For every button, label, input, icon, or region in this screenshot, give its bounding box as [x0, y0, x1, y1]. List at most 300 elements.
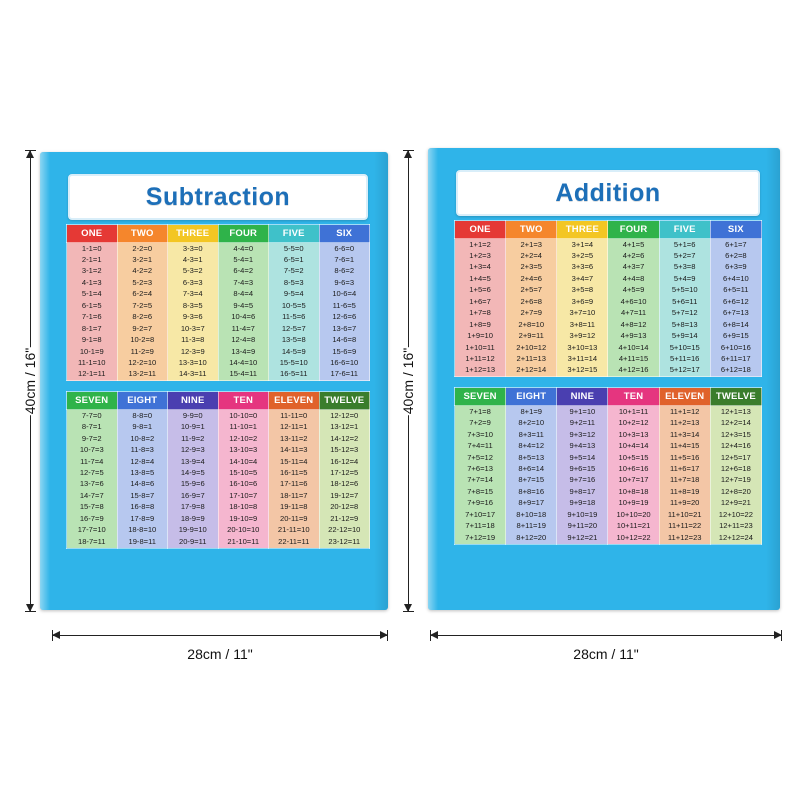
equation-cell: 2+1=3	[506, 239, 557, 251]
table-row	[455, 486, 762, 497]
equation-cell: 13-5=8	[269, 335, 320, 346]
dimension-arrow-right	[774, 631, 782, 639]
equation-cell: 4+9=13	[608, 331, 659, 342]
equation-cell: 9+10=19	[557, 509, 608, 520]
equation-cell: 11+3=14	[659, 429, 710, 440]
equation-cell: 14-5=9	[269, 346, 320, 357]
equation-cell: 12-10=2	[218, 433, 269, 444]
table-row	[67, 254, 370, 265]
equation-cell: 12+11=23	[710, 521, 761, 532]
equation-cell: 10+5=15	[608, 452, 659, 463]
equation-cell: 13-10=3	[218, 445, 269, 456]
equation-cell: 12+8=20	[710, 486, 761, 497]
equation-cell: 9-8=1	[117, 422, 168, 433]
equation-cell: 1+6=7	[455, 296, 506, 307]
equation-cell: 12-1=11	[67, 369, 118, 381]
equation-cell: 3+1=4	[557, 239, 608, 251]
equation-cell: 4-2=2	[117, 266, 168, 277]
column-header: FOUR	[218, 225, 269, 243]
table-row	[455, 262, 762, 273]
equation-cell: 11-7=4	[67, 456, 118, 467]
equation-cell: 18-12=6	[319, 479, 370, 490]
equation-cell: 10+1=11	[608, 406, 659, 418]
equation-cell: 5-5=0	[269, 243, 320, 255]
width-dimension-right	[430, 628, 782, 662]
equation-cell: 21-10=11	[218, 536, 269, 548]
equation-cell: 17-8=9	[117, 513, 168, 524]
equation-cell: 16-6=10	[319, 357, 370, 368]
column-header: TWELVE	[319, 392, 370, 410]
equation-cell: 1+4=5	[455, 273, 506, 284]
equation-cell: 5+11=16	[659, 353, 710, 364]
equation-cell: 19-8=11	[117, 536, 168, 548]
equation-cell: 14-9=5	[168, 467, 219, 478]
equation-cell: 5+4=9	[659, 273, 710, 284]
math-table	[454, 387, 762, 544]
equation-cell: 3+7=10	[557, 308, 608, 319]
equation-cell: 16-12=4	[319, 456, 370, 467]
equation-cell: 8+6=14	[506, 463, 557, 474]
equation-cell: 4-1=3	[67, 277, 118, 288]
poster-addition	[428, 148, 780, 610]
table-row	[67, 335, 370, 346]
dimension-arrow-down	[404, 604, 412, 612]
equation-cell: 7+9=16	[455, 498, 506, 509]
equation-cell: 5-2=3	[117, 277, 168, 288]
table-row	[455, 452, 762, 463]
equation-cell: 7+6=13	[455, 463, 506, 474]
equation-cell: 19-10=9	[218, 513, 269, 524]
equation-cell: 7+8=15	[455, 486, 506, 497]
equation-cell: 9+8=17	[557, 486, 608, 497]
equation-cell: 8+3=11	[506, 429, 557, 440]
equation-cell: 14-8=6	[117, 479, 168, 490]
equation-cell: 9-6=3	[319, 277, 370, 288]
page-title: Addition	[555, 178, 661, 207]
equation-cell: 4+7=11	[608, 308, 659, 319]
table-row	[67, 433, 370, 444]
equation-cell: 10+3=13	[608, 429, 659, 440]
width-dimension-label: 28cm / 11"	[187, 646, 253, 662]
column-header: NINE	[168, 392, 219, 410]
equation-cell: 2-1=1	[67, 254, 118, 265]
column-header: SEVEN	[67, 392, 118, 410]
equation-cell: 12+10=22	[710, 509, 761, 520]
equation-cell: 9-4=5	[218, 300, 269, 311]
table-row	[67, 445, 370, 456]
equation-cell: 4+4=8	[608, 273, 659, 284]
table-row	[67, 456, 370, 467]
equation-cell: 3+8=11	[557, 319, 608, 330]
equation-cell: 14-11=3	[269, 445, 320, 456]
equation-cell: 10+10=20	[608, 509, 659, 520]
equation-cell: 11+4=15	[659, 441, 710, 452]
equation-cell: 11-3=8	[168, 335, 219, 346]
equation-cell: 21-11=10	[269, 525, 320, 536]
equation-cell: 6+4=10	[710, 273, 761, 284]
equation-cell: 10-3=7	[168, 323, 219, 334]
equation-cell: 3+3=6	[557, 262, 608, 273]
equation-cell: 11-6=5	[319, 300, 370, 311]
equation-cell: 20-10=10	[218, 525, 269, 536]
table-row	[67, 346, 370, 357]
column-header: SIX	[319, 225, 370, 243]
table-row	[455, 296, 762, 307]
equation-cell: 3+10=13	[557, 342, 608, 353]
table-row	[455, 285, 762, 296]
table-row	[455, 342, 762, 353]
table-row	[67, 300, 370, 311]
table-row	[455, 418, 762, 429]
equation-cell: 10+9=19	[608, 498, 659, 509]
equation-cell: 10+2=12	[608, 418, 659, 429]
equation-cell: 4+6=10	[608, 296, 659, 307]
equation-cell: 16-9=7	[168, 490, 219, 501]
equation-cell: 2+3=5	[506, 262, 557, 273]
poster-title-plate	[456, 170, 760, 216]
equation-cell: 6+1=7	[710, 239, 761, 251]
equation-cell: 15-11=4	[269, 456, 320, 467]
equation-cell: 2-2=0	[117, 243, 168, 255]
table-row	[455, 239, 762, 251]
equation-cell: 11-10=1	[218, 422, 269, 433]
equation-cell: 8+11=19	[506, 521, 557, 532]
equation-cell: 11-9=2	[168, 433, 219, 444]
equation-cell: 14-7=7	[67, 490, 118, 501]
equation-cell: 7+4=11	[455, 441, 506, 452]
table-row	[67, 513, 370, 524]
equation-cell: 11+2=13	[659, 418, 710, 429]
equation-cell: 10-10=0	[218, 410, 269, 422]
equation-cell: 2+4=6	[506, 273, 557, 284]
equation-cell: 11+10=21	[659, 509, 710, 520]
equation-cell: 6-6=0	[319, 243, 370, 255]
equation-cell: 15-4=11	[218, 369, 269, 381]
equation-cell: 17-7=10	[67, 525, 118, 536]
equation-cell: 17-10=7	[218, 490, 269, 501]
equation-cell: 7-1=6	[67, 312, 118, 323]
math-table-block	[66, 224, 370, 381]
equation-cell: 2+9=11	[506, 331, 557, 342]
equation-cell: 13-4=9	[218, 346, 269, 357]
equation-cell: 11+11=22	[659, 521, 710, 532]
equation-cell: 9-9=0	[168, 410, 219, 422]
equation-cell: 17-11=6	[269, 479, 320, 490]
tables-area	[454, 220, 762, 545]
equation-cell: 7+3=10	[455, 429, 506, 440]
equation-cell: 6+3=9	[710, 262, 761, 273]
equation-cell: 6+10=16	[710, 342, 761, 353]
equation-cell: 11-2=9	[117, 346, 168, 357]
equation-cell: 1+9=10	[455, 331, 506, 342]
column-header: TEN	[218, 392, 269, 410]
column-header: ELEVEN	[659, 388, 710, 406]
table-row	[67, 266, 370, 277]
equation-cell: 13-7=6	[67, 479, 118, 490]
equation-cell: 3+11=14	[557, 353, 608, 364]
tables-area	[66, 224, 370, 549]
equation-cell: 5+5=10	[659, 285, 710, 296]
table-row	[67, 357, 370, 368]
equation-cell: 9-5=4	[269, 289, 320, 300]
equation-cell: 12-6=6	[319, 312, 370, 323]
equation-cell: 9+9=18	[557, 498, 608, 509]
equation-cell: 5-1=4	[67, 289, 118, 300]
equation-cell: 7-2=5	[117, 300, 168, 311]
equation-cell: 1+12=13	[455, 365, 506, 377]
equation-cell: 10+8=18	[608, 486, 659, 497]
table-row	[67, 422, 370, 433]
equation-cell: 5+9=14	[659, 331, 710, 342]
column-header: FIVE	[659, 221, 710, 239]
equation-cell: 9+5=14	[557, 452, 608, 463]
equation-cell: 7-6=1	[319, 254, 370, 265]
equation-cell: 9+4=13	[557, 441, 608, 452]
equation-cell: 12+1=13	[710, 406, 761, 418]
column-header: TWELVE	[710, 388, 761, 406]
math-table	[66, 391, 370, 548]
equation-cell: 8+5=13	[506, 452, 557, 463]
equation-cell: 3-3=0	[168, 243, 219, 255]
equation-cell: 5+8=13	[659, 319, 710, 330]
equation-cell: 5+2=7	[659, 250, 710, 261]
column-header: TEN	[608, 388, 659, 406]
column-header: FIVE	[269, 225, 320, 243]
equation-cell: 14-6=8	[319, 335, 370, 346]
equation-cell: 15-6=9	[319, 346, 370, 357]
equation-cell: 9+12=21	[557, 532, 608, 544]
equation-cell: 9+3=12	[557, 429, 608, 440]
table-row	[67, 277, 370, 288]
table-row	[67, 490, 370, 501]
table-row	[67, 323, 370, 334]
equation-cell: 18-10=8	[218, 502, 269, 513]
equation-cell: 5+12=17	[659, 365, 710, 377]
math-table-block	[454, 387, 762, 544]
column-header: EIGHT	[117, 392, 168, 410]
dimension-line	[430, 635, 782, 636]
equation-cell: 6+7=13	[710, 308, 761, 319]
equation-cell: 7-5=2	[269, 266, 320, 277]
height-dimension-left	[18, 150, 42, 612]
table-row	[67, 536, 370, 548]
equation-cell: 10-1=9	[67, 346, 118, 357]
equation-cell: 12-9=3	[168, 445, 219, 456]
equation-cell: 23-12=11	[319, 536, 370, 548]
equation-cell: 13-9=4	[168, 456, 219, 467]
equation-cell: 14-10=4	[218, 456, 269, 467]
equation-cell: 9-1=8	[67, 335, 118, 346]
equation-cell: 6+8=14	[710, 319, 761, 330]
equation-cell: 11-8=3	[117, 445, 168, 456]
equation-cell: 12-8=4	[117, 456, 168, 467]
equation-cell: 15-7=8	[67, 502, 118, 513]
equation-cell: 14-4=10	[218, 357, 269, 368]
equation-cell: 2+12=14	[506, 365, 557, 377]
equation-cell: 10-9=1	[168, 422, 219, 433]
table-row	[67, 369, 370, 381]
equation-cell: 2+2=4	[506, 250, 557, 261]
equation-cell: 15-10=5	[218, 467, 269, 478]
height-dimension-label: 40cm / 16"	[400, 347, 416, 415]
equation-cell: 11+7=18	[659, 475, 710, 486]
equation-cell: 9+6=15	[557, 463, 608, 474]
dimension-arrow-down	[26, 604, 34, 612]
equation-cell: 4-3=1	[168, 254, 219, 265]
page-title: Subtraction	[145, 182, 291, 211]
equation-cell: 1+11=12	[455, 353, 506, 364]
column-header: EIGHT	[506, 388, 557, 406]
equation-cell: 8-6=2	[319, 266, 370, 277]
math-table-block	[454, 220, 762, 377]
column-header: TWO	[506, 221, 557, 239]
equation-cell: 10+4=14	[608, 441, 659, 452]
equation-cell: 9+11=20	[557, 521, 608, 532]
equation-cell: 12+6=18	[710, 463, 761, 474]
poster-highlight	[40, 152, 50, 610]
equation-cell: 18-8=10	[117, 525, 168, 536]
equation-cell: 8-1=7	[67, 323, 118, 334]
equation-cell: 5+3=8	[659, 262, 710, 273]
equation-cell: 6-5=1	[269, 254, 320, 265]
equation-cell: 20-12=8	[319, 502, 370, 513]
table-row	[455, 429, 762, 440]
equation-cell: 12+2=14	[710, 418, 761, 429]
column-header: ONE	[455, 221, 506, 239]
equation-cell: 8+1=9	[506, 406, 557, 418]
column-header: SEVEN	[455, 388, 506, 406]
equation-cell: 11+8=19	[659, 486, 710, 497]
table-row	[455, 365, 762, 377]
equation-cell: 10+6=16	[608, 463, 659, 474]
equation-cell: 11-1=10	[67, 357, 118, 368]
equation-cell: 9-7=2	[67, 433, 118, 444]
equation-cell: 7+7=14	[455, 475, 506, 486]
equation-cell: 10-8=2	[117, 433, 168, 444]
table-row	[67, 312, 370, 323]
equation-cell: 7+2=9	[455, 418, 506, 429]
equation-cell: 9-2=7	[117, 323, 168, 334]
equation-cell: 12+12=24	[710, 532, 761, 544]
equation-cell: 10-5=5	[269, 300, 320, 311]
column-header: ONE	[67, 225, 118, 243]
table-row	[455, 521, 762, 532]
equation-cell: 3+4=7	[557, 273, 608, 284]
equation-cell: 4+1=5	[608, 239, 659, 251]
equation-cell: 22-12=10	[319, 525, 370, 536]
table-row	[67, 243, 370, 255]
equation-cell: 10-6=4	[319, 289, 370, 300]
equation-cell: 8+12=20	[506, 532, 557, 544]
equation-cell: 2+8=10	[506, 319, 557, 330]
equation-cell: 3+5=8	[557, 285, 608, 296]
equation-cell: 8+7=15	[506, 475, 557, 486]
equation-cell: 19-9=10	[168, 525, 219, 536]
equation-cell: 5+6=11	[659, 296, 710, 307]
table-row	[67, 525, 370, 536]
equation-cell: 7-3=4	[168, 289, 219, 300]
equation-cell: 7+11=18	[455, 521, 506, 532]
equation-cell: 1+3=4	[455, 262, 506, 273]
table-row	[67, 410, 370, 422]
height-dimension-middle	[396, 150, 420, 612]
math-table	[66, 224, 370, 381]
equation-cell: 6-4=2	[218, 266, 269, 277]
equation-cell: 5+1=6	[659, 239, 710, 251]
equation-cell: 7+1=8	[455, 406, 506, 418]
equation-cell: 11+5=16	[659, 452, 710, 463]
equation-cell: 2+5=7	[506, 285, 557, 296]
table-row	[67, 502, 370, 513]
equation-cell: 21-12=9	[319, 513, 370, 524]
equation-cell: 13-12=1	[319, 422, 370, 433]
equation-cell: 10+12=22	[608, 532, 659, 544]
equation-cell: 6+12=18	[710, 365, 761, 377]
equation-cell: 10+11=21	[608, 521, 659, 532]
equation-cell: 8-4=4	[218, 289, 269, 300]
table-row	[67, 467, 370, 478]
table-header-row	[455, 388, 762, 406]
equation-cell: 22-11=11	[269, 536, 320, 548]
column-header: FOUR	[608, 221, 659, 239]
column-header: SIX	[710, 221, 761, 239]
equation-cell: 6+6=12	[710, 296, 761, 307]
math-table-block	[66, 391, 370, 548]
equation-cell: 8+9=17	[506, 498, 557, 509]
equation-cell: 12+5=17	[710, 452, 761, 463]
equation-cell: 13-11=2	[269, 433, 320, 444]
table-row	[455, 319, 762, 330]
equation-cell: 8+10=18	[506, 509, 557, 520]
equation-cell: 12+3=15	[710, 429, 761, 440]
equation-cell: 9+1=10	[557, 406, 608, 418]
equation-cell: 8-3=5	[168, 300, 219, 311]
equation-cell: 14-12=2	[319, 433, 370, 444]
equation-cell: 8-5=3	[269, 277, 320, 288]
table-header-row	[67, 225, 370, 243]
equation-cell: 6+9=15	[710, 331, 761, 342]
table-row	[455, 406, 762, 418]
poster-subtraction	[40, 152, 388, 610]
equation-cell: 17-6=11	[319, 369, 370, 381]
equation-cell: 12+7=19	[710, 475, 761, 486]
height-dimension-label: 40cm / 16"	[22, 347, 38, 415]
equation-cell: 4+11=15	[608, 353, 659, 364]
dimension-arrow-up	[26, 150, 34, 158]
equation-cell: 8+8=16	[506, 486, 557, 497]
equation-cell: 11-4=7	[218, 323, 269, 334]
table-row	[455, 509, 762, 520]
equation-cell: 16-8=8	[117, 502, 168, 513]
equation-cell: 12+4=16	[710, 441, 761, 452]
table-header-row	[455, 221, 762, 239]
equation-cell: 12+9=21	[710, 498, 761, 509]
equation-cell: 3-2=1	[117, 254, 168, 265]
equation-cell: 15-5=10	[269, 357, 320, 368]
column-header: THREE	[557, 221, 608, 239]
equation-cell: 16-11=5	[269, 467, 320, 478]
equation-cell: 1+2=3	[455, 250, 506, 261]
table-row	[455, 331, 762, 342]
equation-cell: 8+4=12	[506, 441, 557, 452]
width-dimension-label: 28cm / 11"	[573, 646, 639, 662]
dimension-line	[52, 635, 388, 636]
poster-highlight	[428, 148, 438, 610]
equation-cell: 4+5=9	[608, 285, 659, 296]
equation-cell: 13-8=5	[117, 467, 168, 478]
equation-cell: 3+12=15	[557, 365, 608, 377]
equation-cell: 3-1=2	[67, 266, 118, 277]
